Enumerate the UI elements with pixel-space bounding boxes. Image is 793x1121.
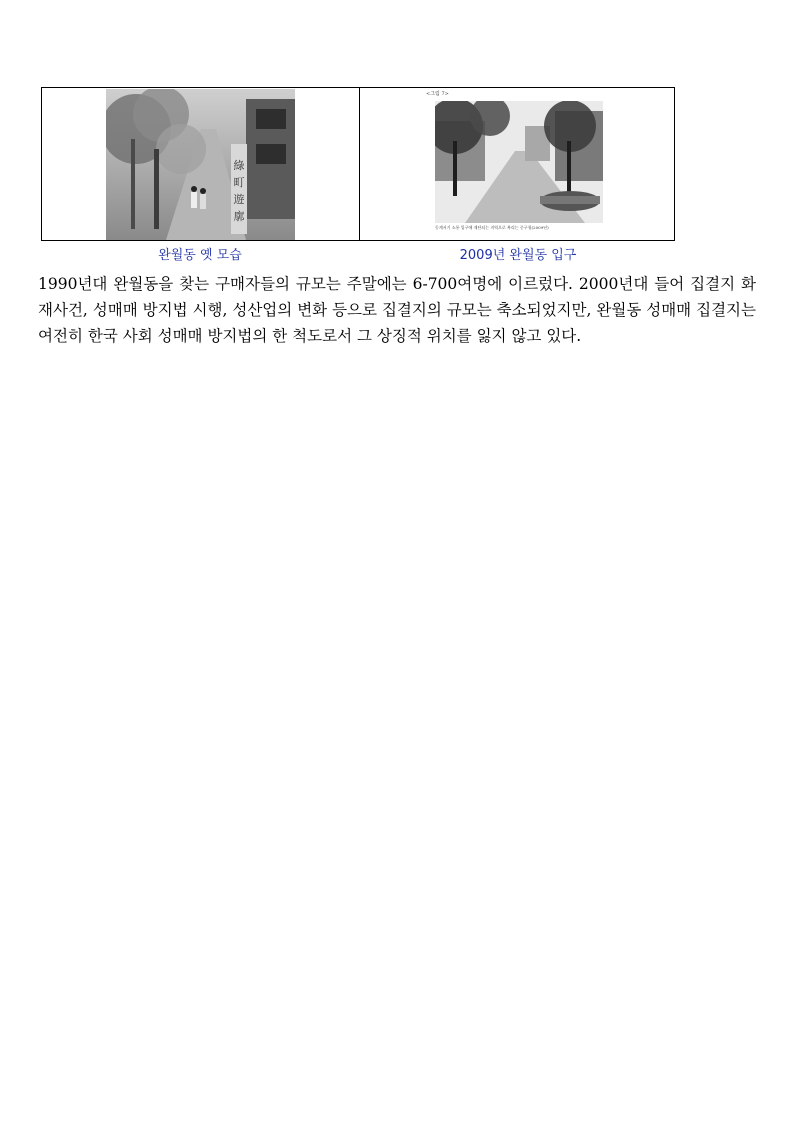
caption-old-photo: 완월동 옛 모습 [158,248,242,263]
photo-table [41,87,675,241]
body-paragraph: 1990년대 완월동을 찾는 구매자들의 규모는 주말에는 6-700여명에 이르렀다. 2000년대 들어 집결지 화재사건, 성매매 방지법 시행, 성산업의 변화 등으로 집결지의 규모는 축소되었지만, 완월동 성매매 집결지는 여전히 한국 사회 성매매 방지법의 한 척도로서 그 상징적 위치를 잃지 않고 있다. [38,275,756,345]
svg-text:綠: 綠 [233,159,245,172]
photo-note: 동계서기 소통 입구에 재단되는 지역으로 복리는 중구청(2009년) [435,225,549,230]
caption-new-photo: 2009년 완월동 입구 [459,248,577,263]
modern-street-photo [435,101,603,223]
figure-tag: <그림 7> [426,91,449,97]
old-street-photo [106,89,295,240]
svg-text:廓: 廓 [233,210,245,223]
photo-cell-left [42,88,360,240]
svg-text:遊: 遊 [233,193,245,206]
svg-text:町: 町 [233,176,245,189]
photo-cell-right [360,88,674,240]
